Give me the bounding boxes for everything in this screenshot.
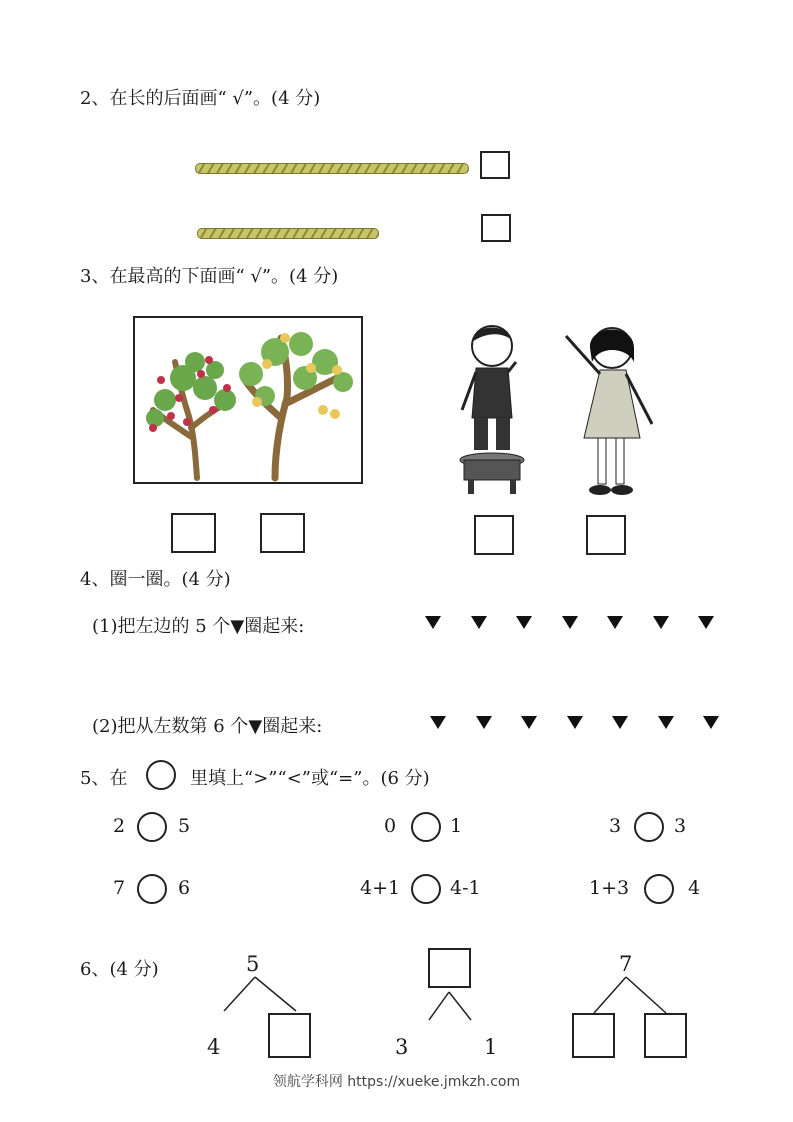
- bond-a-lines: [220, 975, 300, 1015]
- compare-5-right: 4-1: [450, 877, 481, 899]
- footer-watermark: 领航学科网 https://xueke.jmkzh.com: [272, 1074, 521, 1090]
- q3-answer-box-2[interactable]: [260, 513, 305, 553]
- compare-6-circle[interactable]: [644, 874, 674, 904]
- compare-1-left: 2: [113, 815, 126, 837]
- q4-part1: (1)把左边的 5 个▼圈起来:: [92, 616, 305, 637]
- compare-3-circle[interactable]: [634, 812, 664, 842]
- children-illustration: [440, 318, 665, 508]
- q4-title: 4、圈一圈。(4 分): [80, 569, 231, 590]
- bond-a-answer-box[interactable]: [268, 1013, 311, 1058]
- q2-answer-box-1[interactable]: [480, 151, 510, 179]
- long-rope: [195, 163, 469, 174]
- bond-b-left: 3: [395, 1035, 409, 1059]
- children-picture: [440, 318, 665, 508]
- short-rope: [197, 228, 379, 239]
- compare-4-right: 6: [178, 877, 191, 899]
- q6-title: 6、(4 分): [80, 959, 159, 980]
- q5-example-circle: [146, 760, 176, 790]
- bond-c-answer-box-left[interactable]: [572, 1013, 615, 1058]
- q3-answer-box-3[interactable]: [474, 515, 514, 555]
- row1-triangle-3[interactable]: [516, 616, 532, 629]
- bond-b-right: 1: [484, 1035, 498, 1059]
- compare-5-left: 4+1: [360, 877, 401, 899]
- compare-4-circle[interactable]: [137, 874, 167, 904]
- bond-a-left: 4: [207, 1035, 221, 1059]
- q4-part2: (2)把从左数第 6 个▼圈起来:: [92, 716, 323, 737]
- bond-a-top: 5: [246, 952, 260, 976]
- q3-answer-box-4[interactable]: [586, 515, 626, 555]
- row1-triangle-4[interactable]: [562, 616, 578, 629]
- compare-6-left: 1+3: [589, 877, 630, 899]
- compare-3-left: 3: [609, 815, 622, 837]
- bond-c-lines: [590, 975, 670, 1015]
- compare-1-right: 5: [178, 815, 191, 837]
- row1-triangle-5[interactable]: [607, 616, 623, 629]
- bond-c-answer-box-right[interactable]: [644, 1013, 687, 1058]
- row1-triangle-2[interactable]: [471, 616, 487, 629]
- row2-triangle-2[interactable]: [476, 716, 492, 729]
- q2-answer-box-2[interactable]: [481, 214, 511, 242]
- compare-4-left: 7: [113, 877, 126, 899]
- row1-triangle-6[interactable]: [653, 616, 669, 629]
- bond-c-top: 7: [619, 952, 633, 976]
- row2-triangle-7[interactable]: [703, 716, 719, 729]
- compare-2-left: 0: [384, 815, 397, 837]
- row2-triangle-5[interactable]: [612, 716, 628, 729]
- row2-triangle-3[interactable]: [521, 716, 537, 729]
- compare-2-circle[interactable]: [411, 812, 441, 842]
- row1-triangle-1[interactable]: [425, 616, 441, 629]
- bond-b-lines: [425, 990, 475, 1022]
- row1-triangle-7[interactable]: [698, 616, 714, 629]
- row2-triangle-6[interactable]: [658, 716, 674, 729]
- compare-5-circle[interactable]: [411, 874, 441, 904]
- bond-b-answer-box[interactable]: [428, 948, 471, 988]
- trees-illustration: [135, 318, 361, 482]
- compare-2-right: 1: [450, 815, 463, 837]
- q5-prefix: 5、在: [80, 768, 128, 789]
- q5-instruction: 里填上“>”“<”或“=”。(6 分): [190, 768, 430, 789]
- compare-6-right: 4: [688, 877, 701, 899]
- compare-1-circle[interactable]: [137, 812, 167, 842]
- row2-triangle-4[interactable]: [567, 716, 583, 729]
- q2-title: 2、在长的后面画“ √”。(4 分): [80, 88, 321, 109]
- trees-picture: [133, 316, 363, 484]
- q3-answer-box-1[interactable]: [171, 513, 216, 553]
- compare-3-right: 3: [674, 815, 687, 837]
- row2-triangle-1[interactable]: [430, 716, 446, 729]
- q3-title: 3、在最高的下面画“ √”。(4 分): [80, 266, 339, 287]
